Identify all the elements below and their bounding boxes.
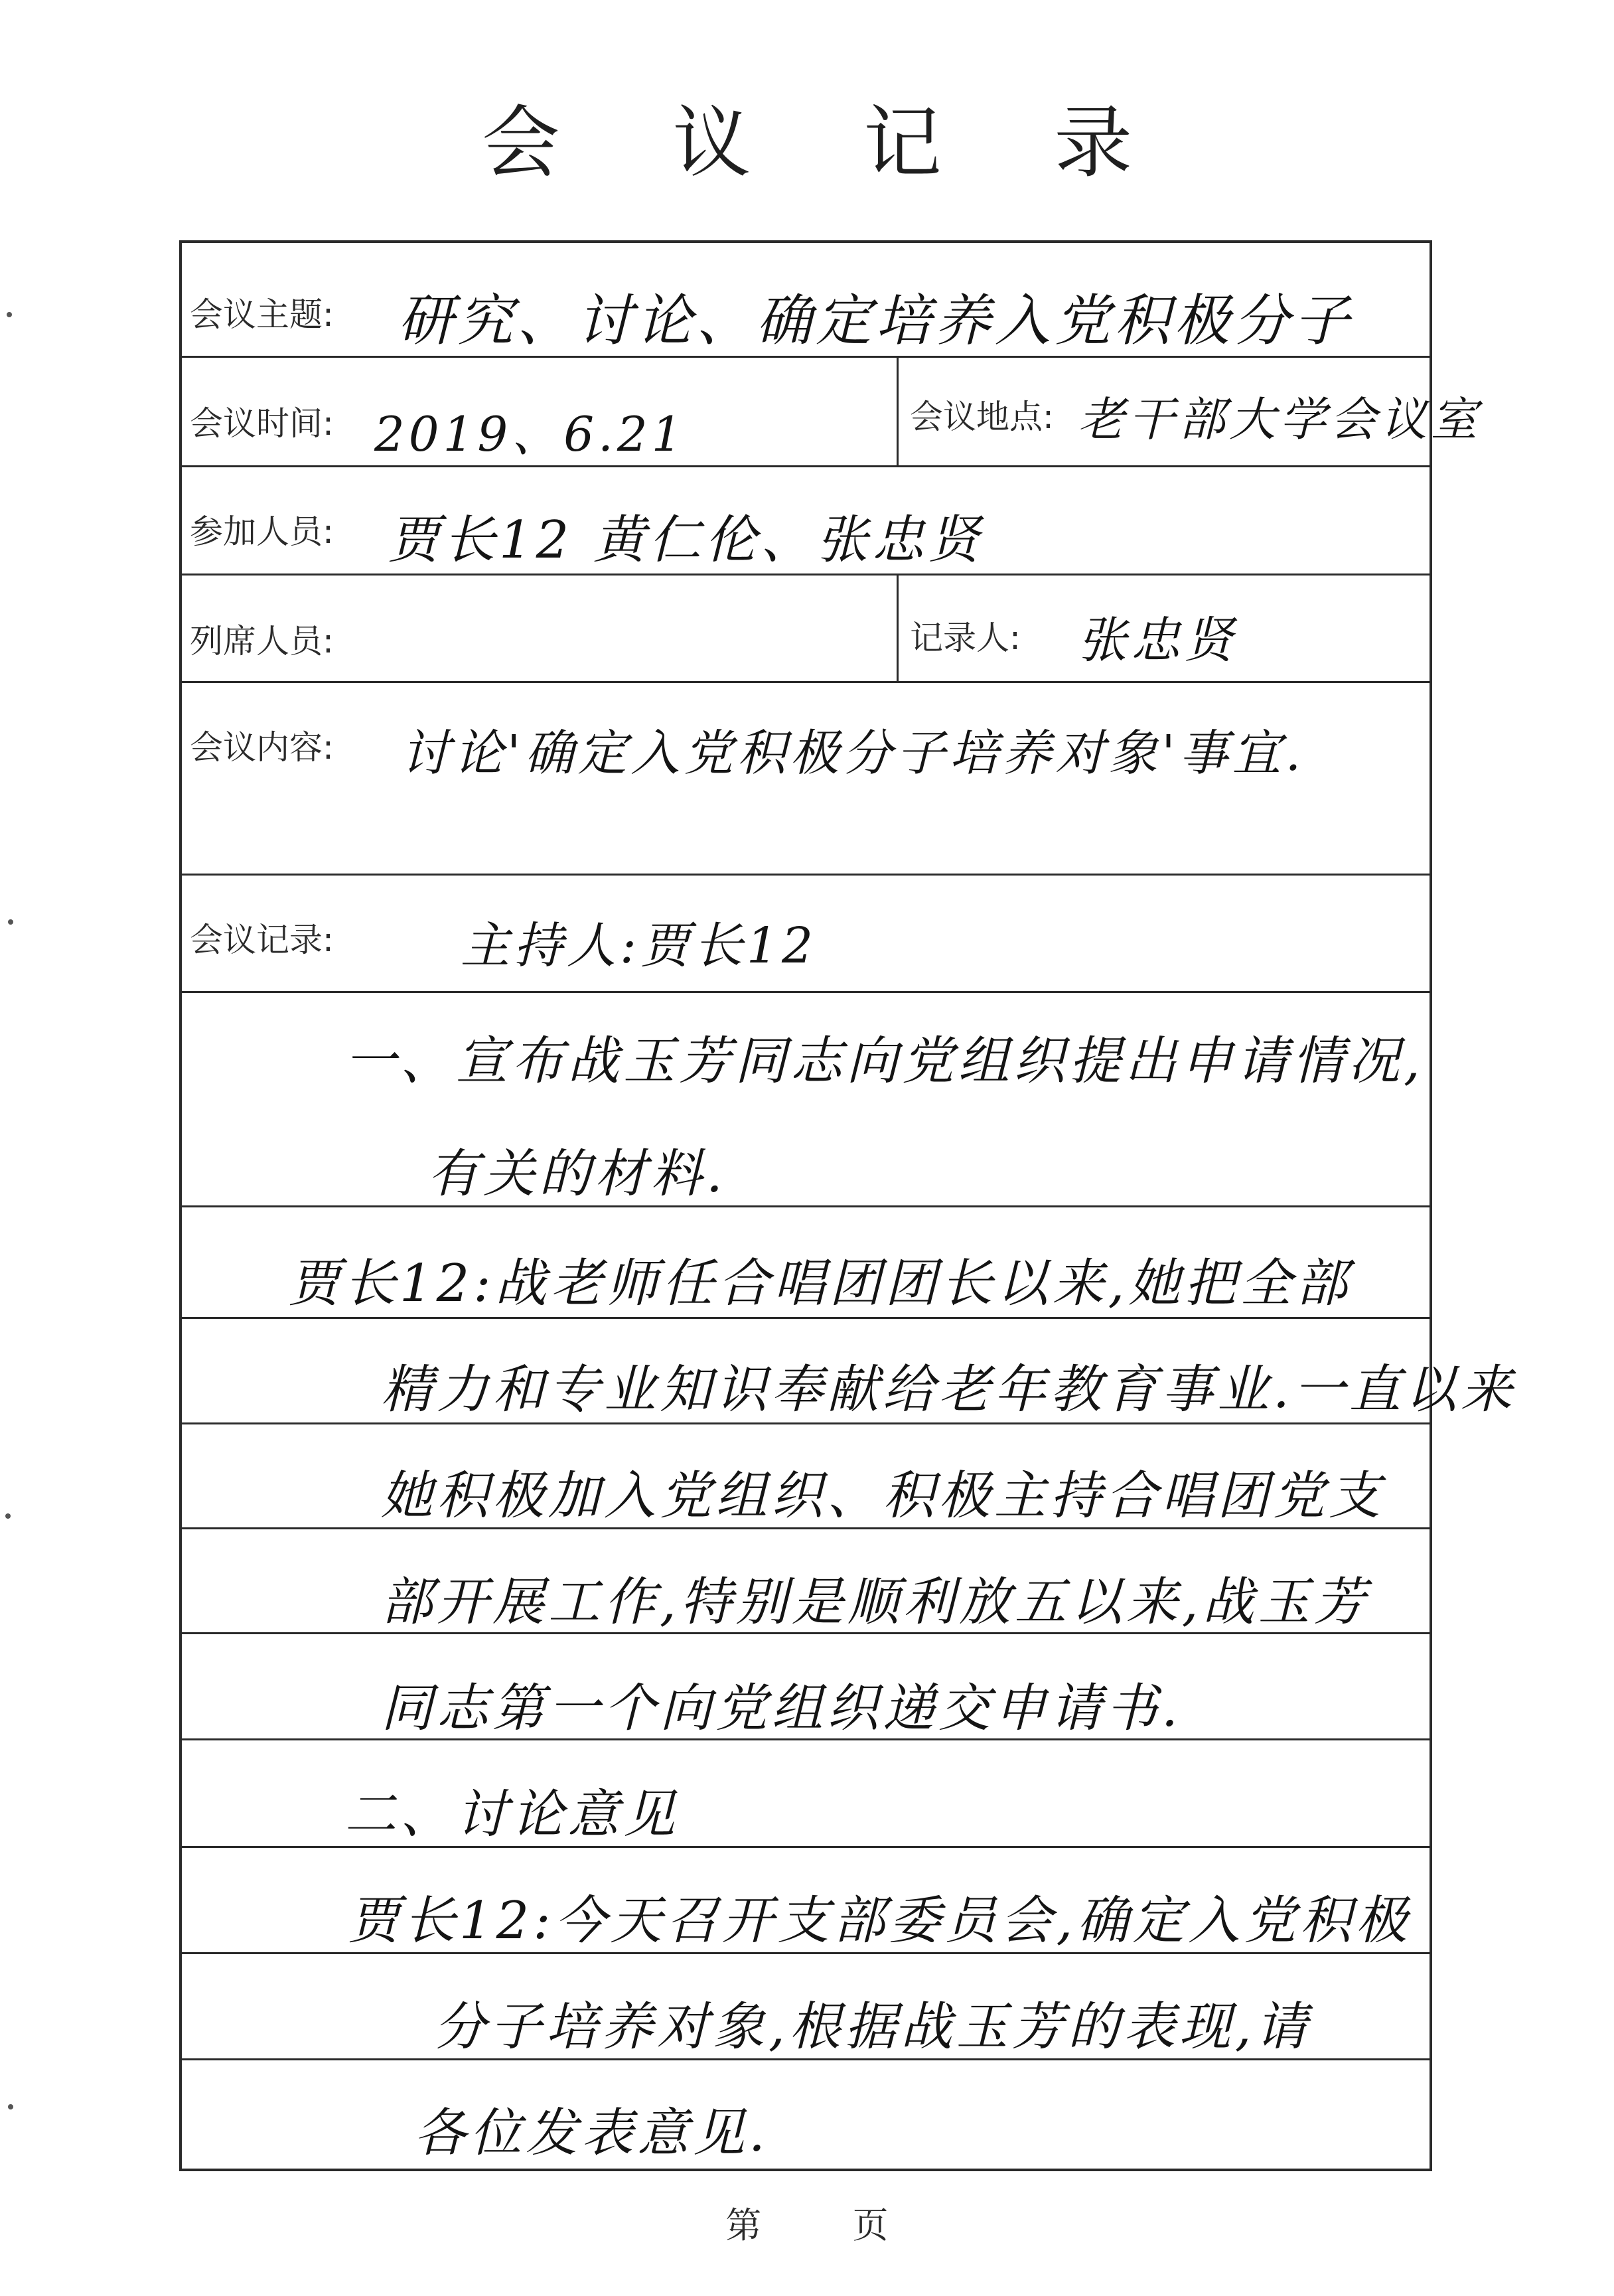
time-label: 会议时间: bbox=[190, 404, 334, 443]
scan-speck bbox=[7, 312, 12, 317]
location-label: 会议地点: bbox=[910, 398, 1054, 436]
subject-label: 会议主题: bbox=[190, 295, 334, 334]
minutes-line: 二、讨论意见 bbox=[344, 1785, 680, 1845]
row-divider bbox=[182, 574, 1430, 575]
chair-value: 主持人:贾长12 bbox=[461, 917, 818, 974]
minutes-label: 会议记录: bbox=[190, 921, 334, 959]
location-value: 老干部大学会议室 bbox=[1078, 392, 1481, 447]
recorder-label: 记录人: bbox=[910, 619, 1021, 657]
minutes-line: 同志第一个向党组织递交申请书. bbox=[381, 1679, 1182, 1738]
row-divider bbox=[182, 1422, 1430, 1424]
content-label: 会议内容: bbox=[190, 728, 334, 767]
attendees-label: 参加人员: bbox=[190, 512, 334, 551]
minutes-line: 各位发表意见. bbox=[414, 2104, 769, 2163]
attendees-value: 贾长12 黄仁伦、张忠贤 bbox=[388, 510, 984, 570]
scan-speck bbox=[8, 919, 13, 925]
minutes-line: 贾长12:战老师任合唱团团长以来,她把全部 bbox=[288, 1254, 1352, 1314]
minutes-line: 她积极加入党组织、积极主持合唱团党支 bbox=[381, 1466, 1385, 1526]
minutes-line: 有关的材料. bbox=[427, 1144, 727, 1204]
minutes-line: 一、宣布战玉芳同志向党组织提出申请情况, bbox=[344, 1032, 1424, 1091]
row-divider bbox=[182, 1317, 1430, 1319]
content-value: 讨论'确定入党积极分子培养对象'事宜. bbox=[401, 725, 1305, 782]
minutes-line: 精力和专业知识奉献给老年教育事业.一直以来 bbox=[381, 1360, 1516, 1420]
observers-label: 列席人员: bbox=[190, 622, 334, 660]
row-divider bbox=[182, 991, 1430, 993]
scan-speck bbox=[8, 2104, 13, 2109]
minutes-line: 分子培养对象,根据战玉芳的表现,请 bbox=[434, 1997, 1311, 2057]
recorder-value: 张忠贤 bbox=[1078, 612, 1237, 669]
row-divider bbox=[182, 681, 1430, 683]
row-divider bbox=[182, 874, 1430, 876]
row-divider bbox=[182, 465, 1430, 467]
column-divider bbox=[897, 356, 899, 465]
minutes-line: 部开展工作,特别是顺利放五以来,战玉芳 bbox=[381, 1572, 1370, 1632]
column-divider bbox=[897, 574, 899, 681]
subject-value: 研究、讨论、确定培养入党积极分子 bbox=[398, 288, 1354, 353]
time-value: 2019、6.21 bbox=[374, 406, 686, 462]
row-divider bbox=[182, 1205, 1430, 1207]
minutes-line: 贾长12:今天召开支部委员会,确定入党积极 bbox=[348, 1891, 1412, 1951]
page-footer: 第 页 bbox=[725, 2204, 889, 2246]
page-title: 会 议 记 录 bbox=[481, 97, 1177, 189]
scan-speck bbox=[5, 1513, 11, 1519]
meeting-record-form bbox=[179, 240, 1516, 2171]
